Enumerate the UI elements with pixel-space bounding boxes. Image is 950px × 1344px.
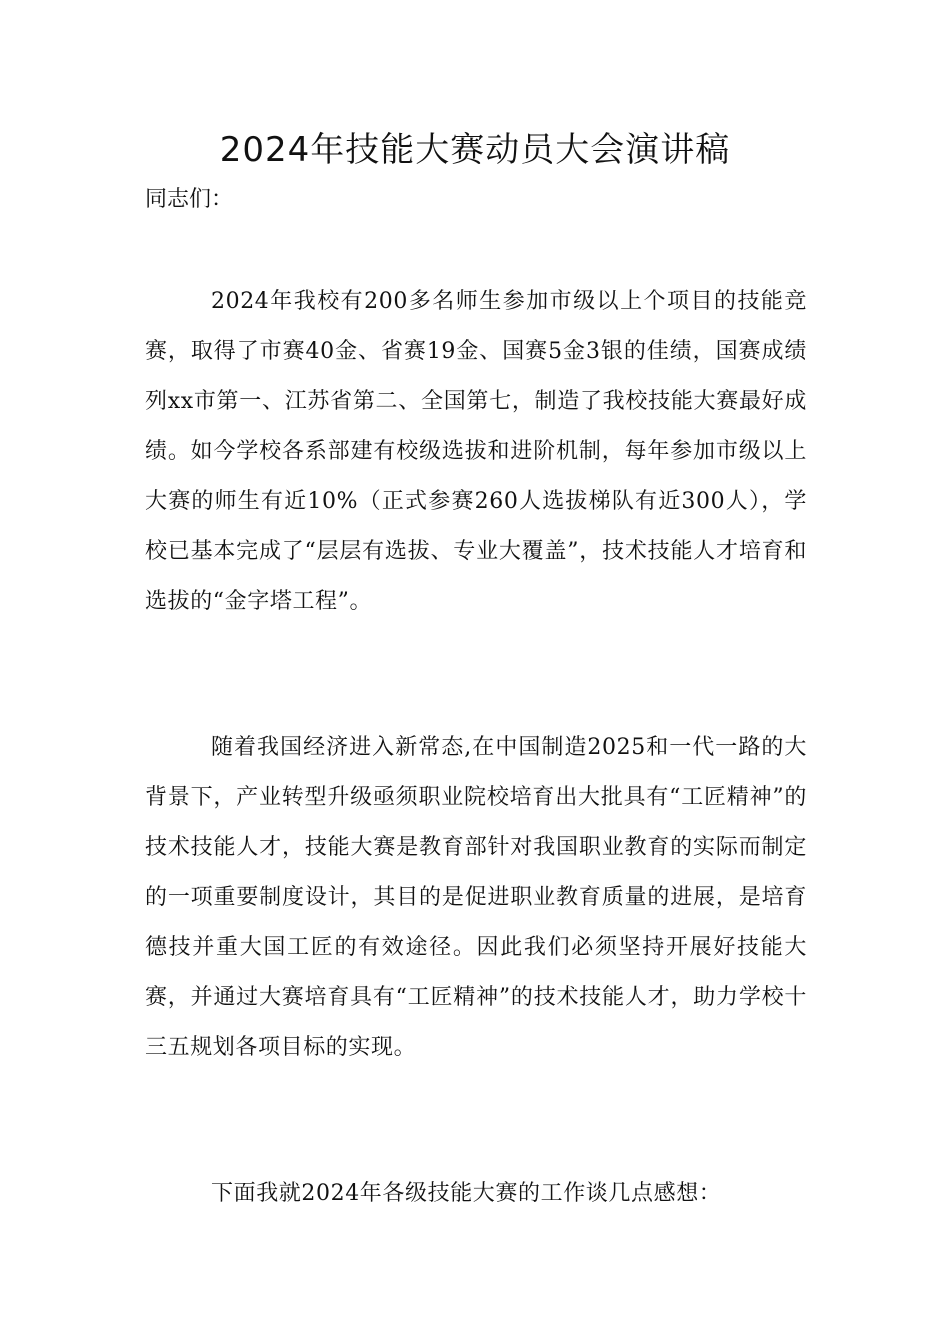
paragraph-2: 随着我国经济进入新常态,在中国制造2025和一代一路的大背景下，产业转型升级亟须职业院校培育出大批具有“工匠精神”的技术技能人才，技能大赛是教育部针对我国职业教育的实际而制定的一项重要制度设计，其目的是促进职业教育质量的进展，是培育德技并重大国工匠的有效途径。因此我们必须坚持开展好技能大赛，并通过大赛培育具有“工匠精神”的技术技能人才，助力学校十三五规划各项目标的实现。 [145, 735, 807, 1060]
paragraph-3: 下面我就2024年各级技能大赛的工作谈几点感想： [211, 1181, 722, 1206]
document-title: 2024年技能大赛动员大会演讲稿 [219, 130, 731, 170]
salutation: 同志们： [145, 187, 234, 212]
paragraph-1: 2024年我校有200多名师生参加市级以上个项目的技能竞赛，取得了市赛40金、省赛19金、国赛5金3银的佳绩，国赛成绩列xx市第一、江苏省第二、全国第七，制造了我校技能大赛最好成绩。如今学校各系部建有校级选拔和进阶机制，每年参加市级以上大赛的师生有近10%（正式参赛260人选拔梯队有近300人），学校已基本完成了“层层有选拔、专业大覆盖”，技术技能人才培育和选拔的“金字塔工程”。 [145, 289, 807, 614]
